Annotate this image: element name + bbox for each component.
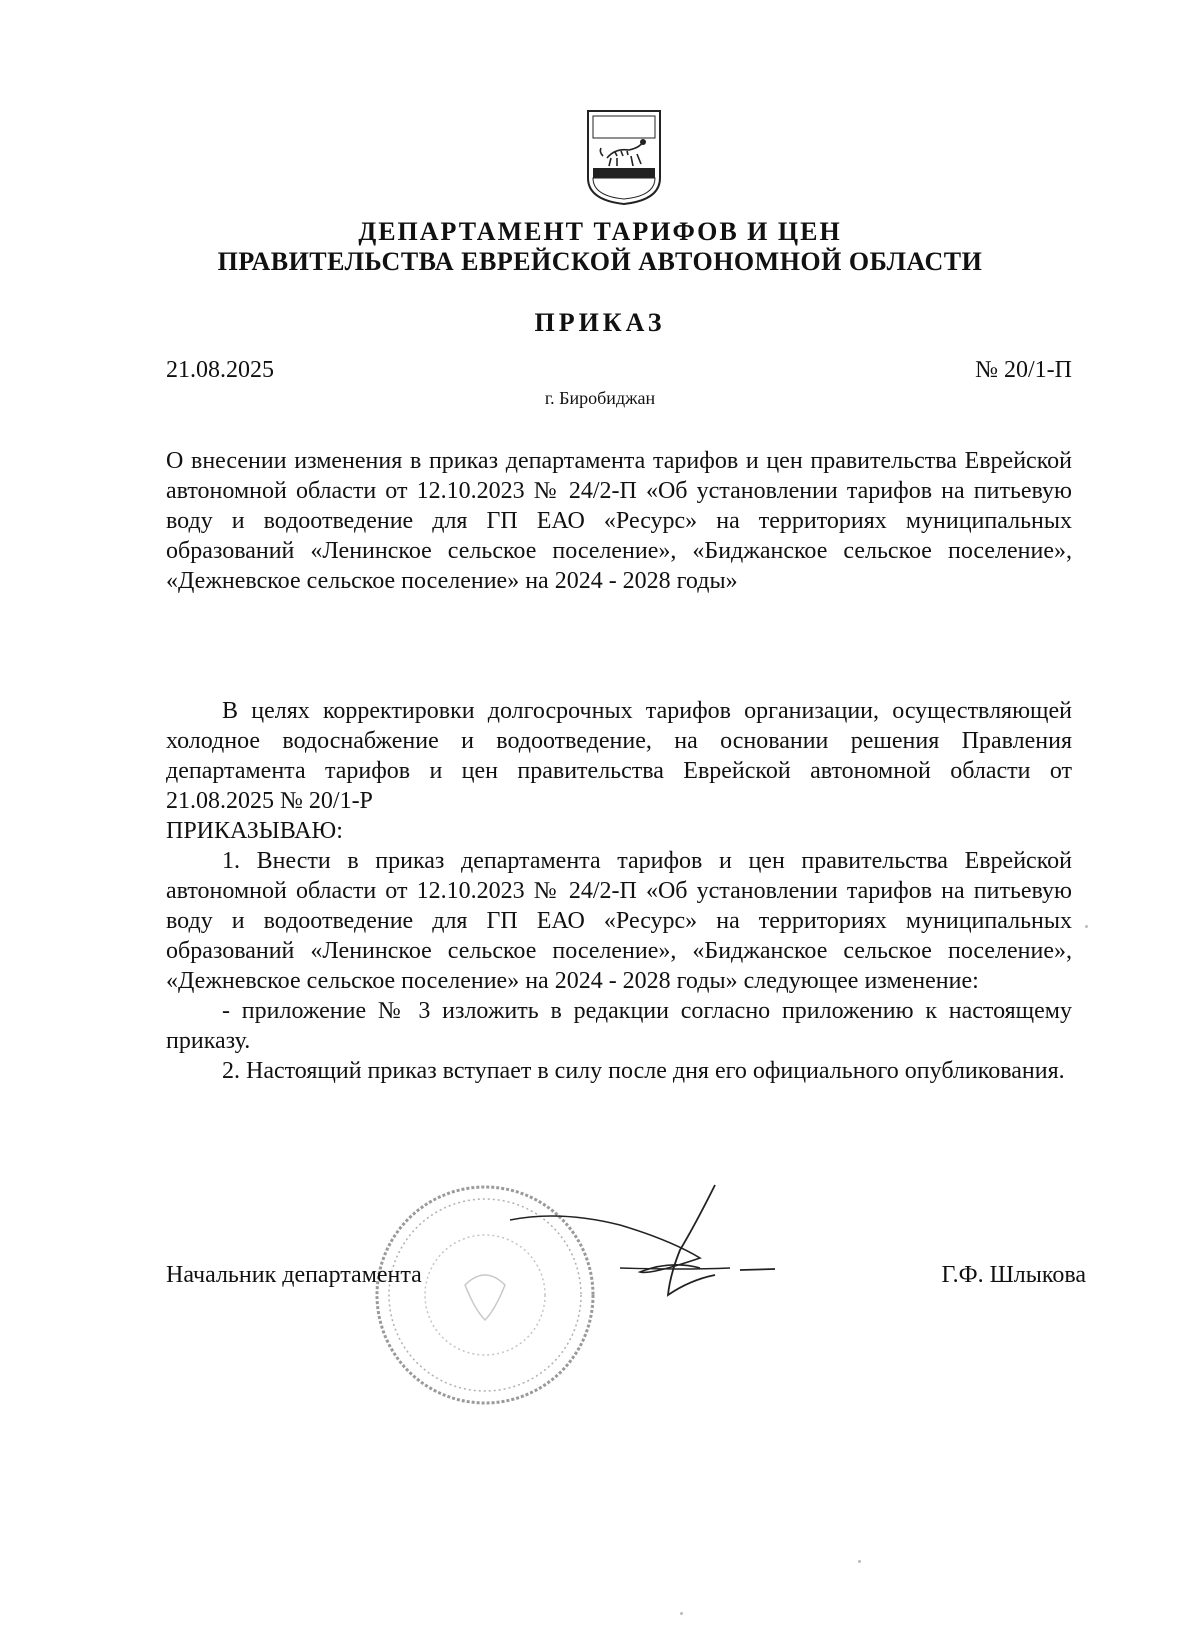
order-number: № 20/1-П <box>975 357 1072 383</box>
department-name-line1: ДЕПАРТАМЕНТ ТАРИФОВ И ЦЕН <box>358 217 842 246</box>
order-subject: О внесении изменения в приказ департамента тарифов и цен правительства Еврейской автономной области от 12.10.2023 № 24/2-П «Об установлении тарифов на питьевую воду и водоотведение для ГП ЕАО «Ресурс» на территориях муниципальных образований «Ленинское сельское поселение», «Биджанское сельское поселение», «Дежневское сельское поселение» на 2024 - 2028 годы» <box>166 448 1072 594</box>
scan-speck <box>858 1560 861 1563</box>
signatory-position: Начальник департамента <box>166 1262 422 1288</box>
order-date: 21.08.2025 <box>166 357 274 383</box>
command-word: ПРИКАЗЫВАЮ: <box>166 818 343 844</box>
order-title: ПРИКАЗ <box>534 308 666 337</box>
coat-of-arms-icon <box>585 108 663 206</box>
item-1-paragraph: 1. Внести в приказ департамента тарифов и цен правительства Еврейской автономной области от 12.10.2023 № 24/2-П «Об установлении тарифов на питьевую воду и водоотведение для ГП ЕАО «Ресурс» на территориях муниципальных образований «Ленинское сельское поселение», «Биджанское сельское поселение», «Дежневское сельское поселение» на 2024 - 2028 годы» следующее изменение: <box>166 848 1072 994</box>
order-city: г. Биробиджан <box>544 388 656 408</box>
scan-speck <box>1085 925 1088 928</box>
handwritten-signature-icon <box>500 1180 780 1320</box>
scan-speck <box>680 1612 683 1615</box>
item-2-paragraph: 2. Настоящий приказ вступает в силу после дня его официального опубликования. <box>222 1058 1065 1084</box>
signatory-name: Г.Ф. Шлыкова <box>941 1262 1086 1288</box>
department-name-line2: ПРАВИТЕЛЬСТВА ЕВРЕЙСКОЙ АВТОНОМНОЙ ОБЛАСТИ <box>217 247 983 276</box>
order-body <box>166 696 1072 1086</box>
preamble-paragraph: В целях корректировки долгосрочных тарифов организации, осуществляющей холодное водоснабжение и водоотведение, на основании решения Правления департамента тарифов и цен правительства Еврейской автономной области от 21.08.2025 № 20/1-Р <box>166 698 1072 814</box>
item-1-sub-paragraph: - приложение № 3 изложить в редакции согласно приложению к настоящему приказу. <box>166 998 1072 1054</box>
